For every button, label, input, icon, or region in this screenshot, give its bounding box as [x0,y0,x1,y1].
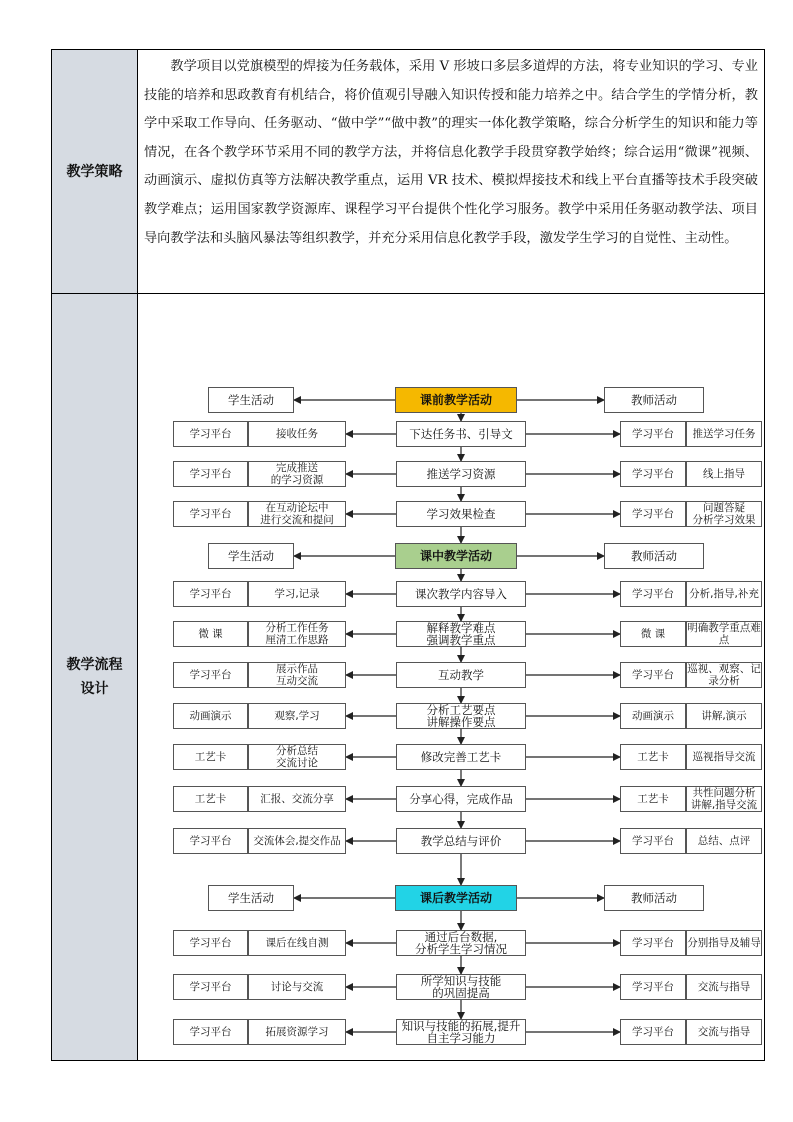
student-activity-header: 学生活动 [208,387,294,413]
student-action-box: 展示作品 互动交流 [248,662,346,688]
teaching-step-box: 互动教学 [396,662,526,688]
student-tool-box: 学习平台 [173,501,248,527]
student-action-box: 完成推送 的学习资源 [248,461,346,487]
student-tool-box: 学习平台 [173,662,248,688]
teacher-action-box: 讲解,演示 [686,703,762,729]
process-label-line1: 教学流程 [66,657,123,673]
teacher-activity-header: 教师活动 [604,885,704,911]
strategy-label: 教学策略 [52,50,138,293]
teaching-step-box: 教学总结与评价 [396,828,526,854]
strategy-text-cell [138,50,764,293]
student-action-box: 接收任务 [248,421,346,447]
student-tool-box: 微 课 [173,621,248,647]
teaching-step-box: 下达任务书、引导文 [396,421,526,447]
teacher-action-box: 推送学习任务 [686,421,762,447]
teacher-tool-box: 学习平台 [620,501,686,527]
student-tool-box: 工艺卡 [173,744,248,770]
teacher-tool-box: 学习平台 [620,461,686,487]
student-tool-box: 学习平台 [173,974,248,1000]
teaching-step-box: 推送学习资源 [396,461,526,487]
teaching-step-box: 学习效果检查 [396,501,526,527]
student-tool-box: 学习平台 [173,581,248,607]
student-tool-box: 学习平台 [173,421,248,447]
teacher-tool-box: 动画演示 [620,703,686,729]
teacher-action-box: 巡视、观察、记 录分析 [687,663,761,687]
student-tool-box: 学习平台 [173,930,248,956]
teacher-tool-box: 学习平台 [620,1019,686,1045]
student-action-box: 拓展资源学习 [248,1019,346,1045]
student-action-box: 在互动论坛中 进行交流和提问 [248,501,346,527]
lesson-plan-table [51,49,765,1061]
teaching-step-box: 修改完善工艺卡 [396,744,526,770]
process-label [52,293,138,1060]
teacher-action-box: 交流与指导 [686,974,762,1000]
student-tool-box: 动画演示 [173,703,248,729]
teacher-tool-box: 学习平台 [620,421,686,447]
student-action-box: 学习,记录 [248,581,346,607]
student-action-box: 观察,学习 [248,703,346,729]
phase-title: 课前教学活动 [395,387,517,413]
teaching-step-box: 解释教学难点 强调教学重点 [396,621,526,647]
strategy-text: 教学项目以党旗模型的焊接为任务载体，采用 V 形坡口多层多道焊的方法，将专业知识的学习、专业技能的培养和思政教育有机结合，将价值观引导融入知识传授和能力培养之中。结合学生的学情分析，教学中采取工作导向、任务驱动、“做中学”“做中教”的理实一体化教学策略，综合分析学生的知识和能力等情况，在各个教学环节采用不同的教学方法，并将信息化教学手段贯穿教学始终；综合运用“微课”视频、动画演示、虚拟仿真等方法解决教学重点，运用 VR 技术、模拟焊接技术和线上平台直播等技术手段突破教学难点；运用国家教学资源库、课程学习平台提供个性化学习服务。教学中采用任务驱动教学法、项目导向教学法和头脑风暴法等组织教学，并充分采用信息化教学手段，激发学生学习的自觉性、主动性。 [144,59,758,246]
teaching-step-box: 课次教学内容导入 [396,581,526,607]
student-tool-box: 学习平台 [173,1019,248,1045]
teacher-tool-box: 工艺卡 [620,744,686,770]
teacher-action-box: 问题答疑 分析学习效果 [686,501,762,527]
teaching-step-box: 分析工艺要点 讲解操作要点 [396,703,526,729]
student-action-box: 分析总结 交流讨论 [248,744,346,770]
teacher-tool-box: 微 课 [620,621,686,647]
teacher-action-box: 巡视指导交流 [686,744,762,770]
teacher-action-box: 线上指导 [686,461,762,487]
student-action-box: 讨论与交流 [248,974,346,1000]
phase-title: 课后教学活动 [395,885,517,911]
teacher-tool-box: 学习平台 [620,828,686,854]
teacher-action-box: 共性问题分析 讲解,指导交流 [686,786,762,812]
student-tool-box: 学习平台 [173,461,248,487]
student-action-box: 汇报、交流分享 [248,786,346,812]
student-action-box: 分析工作任务 厘清工作思路 [248,621,346,647]
student-tool-box: 学习平台 [173,828,248,854]
teacher-action-box: 交流与指导 [686,1019,762,1045]
teacher-action-box: 明确教学重点难点 [687,622,761,646]
teacher-action-box: 分析,指导,补充 [686,581,762,607]
teacher-action-box: 总结、点评 [686,828,762,854]
teaching-flow-chart [138,294,764,1060]
teacher-activity-header: 教师活动 [604,387,704,413]
student-action-box: 课后在线自测 [248,930,346,956]
phase-title: 课中教学活动 [395,543,517,569]
teaching-step-box: 所学知识与技能 的巩固提高 [396,974,526,1000]
teacher-tool-box: 工艺卡 [620,786,686,812]
teacher-tool-box: 学习平台 [620,930,686,956]
student-activity-header: 学生活动 [208,885,294,911]
teaching-step-box: 分享心得，完成作品 [396,786,526,812]
teacher-activity-header: 教师活动 [604,543,704,569]
process-label-line2: 设计 [80,681,109,697]
teacher-tool-box: 学习平台 [620,662,686,688]
teacher-action-box: 分别指导及辅导 [686,930,762,956]
teacher-tool-box: 学习平台 [620,974,686,1000]
student-action-box: 交流体会,提交作品 [248,828,346,854]
teacher-tool-box: 学习平台 [620,581,686,607]
teaching-step-box: 知识与技能的拓展,提升 自主学习能力 [396,1019,526,1045]
teaching-step-box: 通过后台数据, 分析学生学习情况 [396,930,526,956]
student-tool-box: 工艺卡 [173,786,248,812]
student-activity-header: 学生活动 [208,543,294,569]
